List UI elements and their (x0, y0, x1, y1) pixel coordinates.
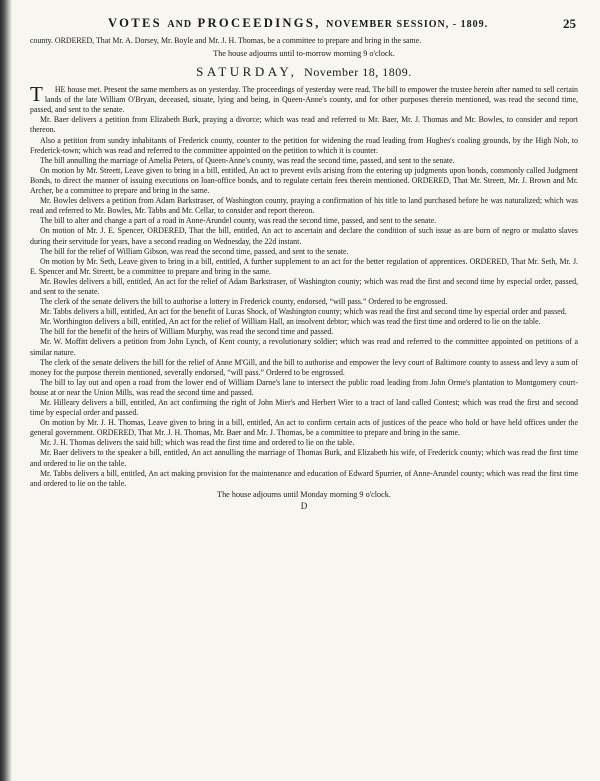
proceeding-paragraph: On motion by Mr. J. H. Thomas, Leave given to bring in a bill, entitled, An act to confirm certain acts of justices of the peace who hold or have held offices under the general government. ORDERED, That Mr. J. H. Thomas, Mr. Baer and Mr. J. Thomas, be a committee to prepare and bring in the same. (30, 418, 578, 438)
proceeding-paragraph: Mr. Bowles delivers a petition from Adam Barkstraser, of Washington county, praying a confirmation of his title to land purchased before he was naturalized; which was read and referred to Mr. Bowles, Mr. Tabbs and Mr. Cellar, to consider and report thereon. (30, 196, 578, 216)
day-date: November 18, 1809. (304, 65, 412, 80)
proceeding-paragraph: Mr. W. Moffitt delivers a petition from John Lynch, of Kent county, a revolutionary soldier; which was read and referred to the committee appointed on petitions of a similar nature. (30, 337, 578, 357)
proceeding-paragraph: Mr. Baer delivers to the speaker a bill, entitled, An act annulling the marriage of Thomas Burk, and Elizabeth his wife, of Frederick county; which was read the first time and ordered to lie on the table. (30, 448, 578, 468)
title-proceedings: PROCEEDINGS, (197, 16, 321, 30)
proceeding-paragraph: Mr. Bowles delivers a bill, entitled, An act for the relief of Adam Barkstraser, of Washington county; which was read the first and second time by especial order, passed, and sent to the senate. (30, 276, 578, 296)
proceeding-paragraph: The clerk of the senate delivers the bill for the relief of Anne M'Gill, and the bill to authorise and empower the levy court of Baltimore county to assess and levy a sum of money for the purpose therein mentioned, severally endorsed, “will pass.” Ordered to be engrossed. (30, 357, 578, 377)
closing-adjournment: The house adjourns until Monday morning 9 o'clock. (217, 489, 391, 499)
title-and: AND (167, 19, 193, 30)
proceeding-paragraph: The bill to lay out and open a road from the lower end of William Darne's lane to intersect the public road leading from John Orme's plantation to Montgomery court-house at or near the Union Mills, was read the second time and passed. (30, 377, 578, 397)
first-paragraph (30, 82, 578, 115)
proceeding-paragraph: On motion of Mr. J. E. Spencer, ORDERED, That the bill, entitled, An act to ascertain and declare the condition of such issue as are born of negro or mulatto slaves during their servitude for years, have a second reading on Wednesday, the 22d instant. (30, 226, 578, 246)
proceeding-paragraph: Mr. Hilleary delivers a bill, entitled, An act confirming the right of John Mier's and Herbert Wier to a tract of land called Contest; which was read the first and second time by especial order and passed. (30, 398, 578, 418)
proceedings-body (30, 115, 578, 488)
proceeding-paragraph: Mr. Tabbs delivers a bill, entitled, An act making provision for the maintenance and education of Edward Spurrier, of Anne-Arundel county; which was read the first time and ordered to lie on the table. (30, 468, 578, 488)
proceeding-paragraph: The bill annulling the marriage of Amelia Peters, of Queen-Anne's county, was read the second time, passed, and sent to the senate. (40, 155, 455, 165)
proceeding-paragraph: The clerk of the senate delivers the bill to authorise a lottery in Frederick county, endorsed, “will pass.” Ordered to be engrossed. (40, 297, 448, 307)
proceeding-paragraph: Mr. Worthington delivers a bill, entitled, An act for the relief of William Hall, an insolvent debtor; which was read the first time and ordered to lie on the table. (40, 317, 541, 327)
drop-cap: T (30, 82, 43, 107)
binding-gutter (0, 0, 12, 781)
proceeding-paragraph: The bill to alter and change a part of a road in Anne-Arundel county, was read the second time, passed, and sent to the senate. (40, 216, 437, 226)
title-session: NOVEMBER SESSION, - 1809. (326, 19, 489, 30)
running-title (108, 16, 488, 31)
day-name: SATURDAY, (196, 64, 298, 80)
proceeding-paragraph: Also a petition from sundry inhabitants of Frederick county, counter to the petition for widening the road leading from Hughes's coaling grounds, by the High Nob, to Frederick-town; which was read and referred to the committee appointed on the petition to which it is counter. (30, 135, 578, 155)
continuation-paragraph: county. ORDERED, That Mr. A. Dorsey, Mr. Boyle and Mr. J. H. Thomas, be a committee to prepare and bring in the same. (30, 36, 422, 45)
proceeding-paragraph: On motion by Mr. Streett, Leave given to bring in a bill, entitled, An act to prevent evils arising from the entering up judgments upon bonds, commonly called Judgment Bonds, to direct the manner of issuing executions on loan-office bonds, and to regulate certain fees therein mentioned. ORDERED, That Mr. Streett, Mr. J. Brown and Mr. Archer, be a committee to prepare and bring in the same. (30, 165, 578, 196)
signature-mark: D (300, 500, 308, 511)
proceeding-paragraph: The bill for the benefit of the heirs of William Murphy, was read the second time and passed. (40, 327, 334, 337)
running-header (30, 14, 578, 36)
first-paragraph-text: HE house met. Present the same members as on yesterday. The proceedings of yesterday were read. The bill to empower the trustee herein after named to sell certain lands of the late William O'Bryan, deceased, situate, lying and being, in Queen-Anne's county, and for other purposes therein mentioned, was read the second time, passed, and sent to the senate. (30, 85, 578, 115)
adjournment-note: The house adjourns until to-morrow morning 9 o'clock. (213, 49, 395, 59)
page-number: 25 (563, 16, 576, 31)
title-votes: VOTES (108, 16, 162, 30)
proceeding-paragraph: Mr. J. H. Thomas delivers the said bill; which was read the first time and ordered to lie on the table. (40, 438, 355, 448)
proceeding-paragraph: On motion by Mr. Seth, Leave given to bring in a bill, entitled, A further supplement to an act for the better regulation of apprentices. ORDERED, That Mr. Seth, Mr. J. E. Spencer and Mr. Streett, be a committee to prepare and bring in the same. (30, 256, 578, 276)
day-heading (30, 64, 578, 80)
proceeding-paragraph: Mr. Tabbs delivers a bill, entitled, An act for the benefit of Lucas Shock, of Washington county; which was read the first and second time by especial order and passed. (40, 307, 567, 317)
proceeding-paragraph: Mr. Baer delivers a petition from Elizabeth Burk, praying a divorce; which was read and referred to Mr. Baer, Mr. J. Thomas and Mr. Bowles, to consider and report thereon. (30, 115, 578, 135)
proceeding-paragraph: The bill for the relief of William Gibson, was read the second time, passed, and sent to the senate. (40, 246, 349, 256)
